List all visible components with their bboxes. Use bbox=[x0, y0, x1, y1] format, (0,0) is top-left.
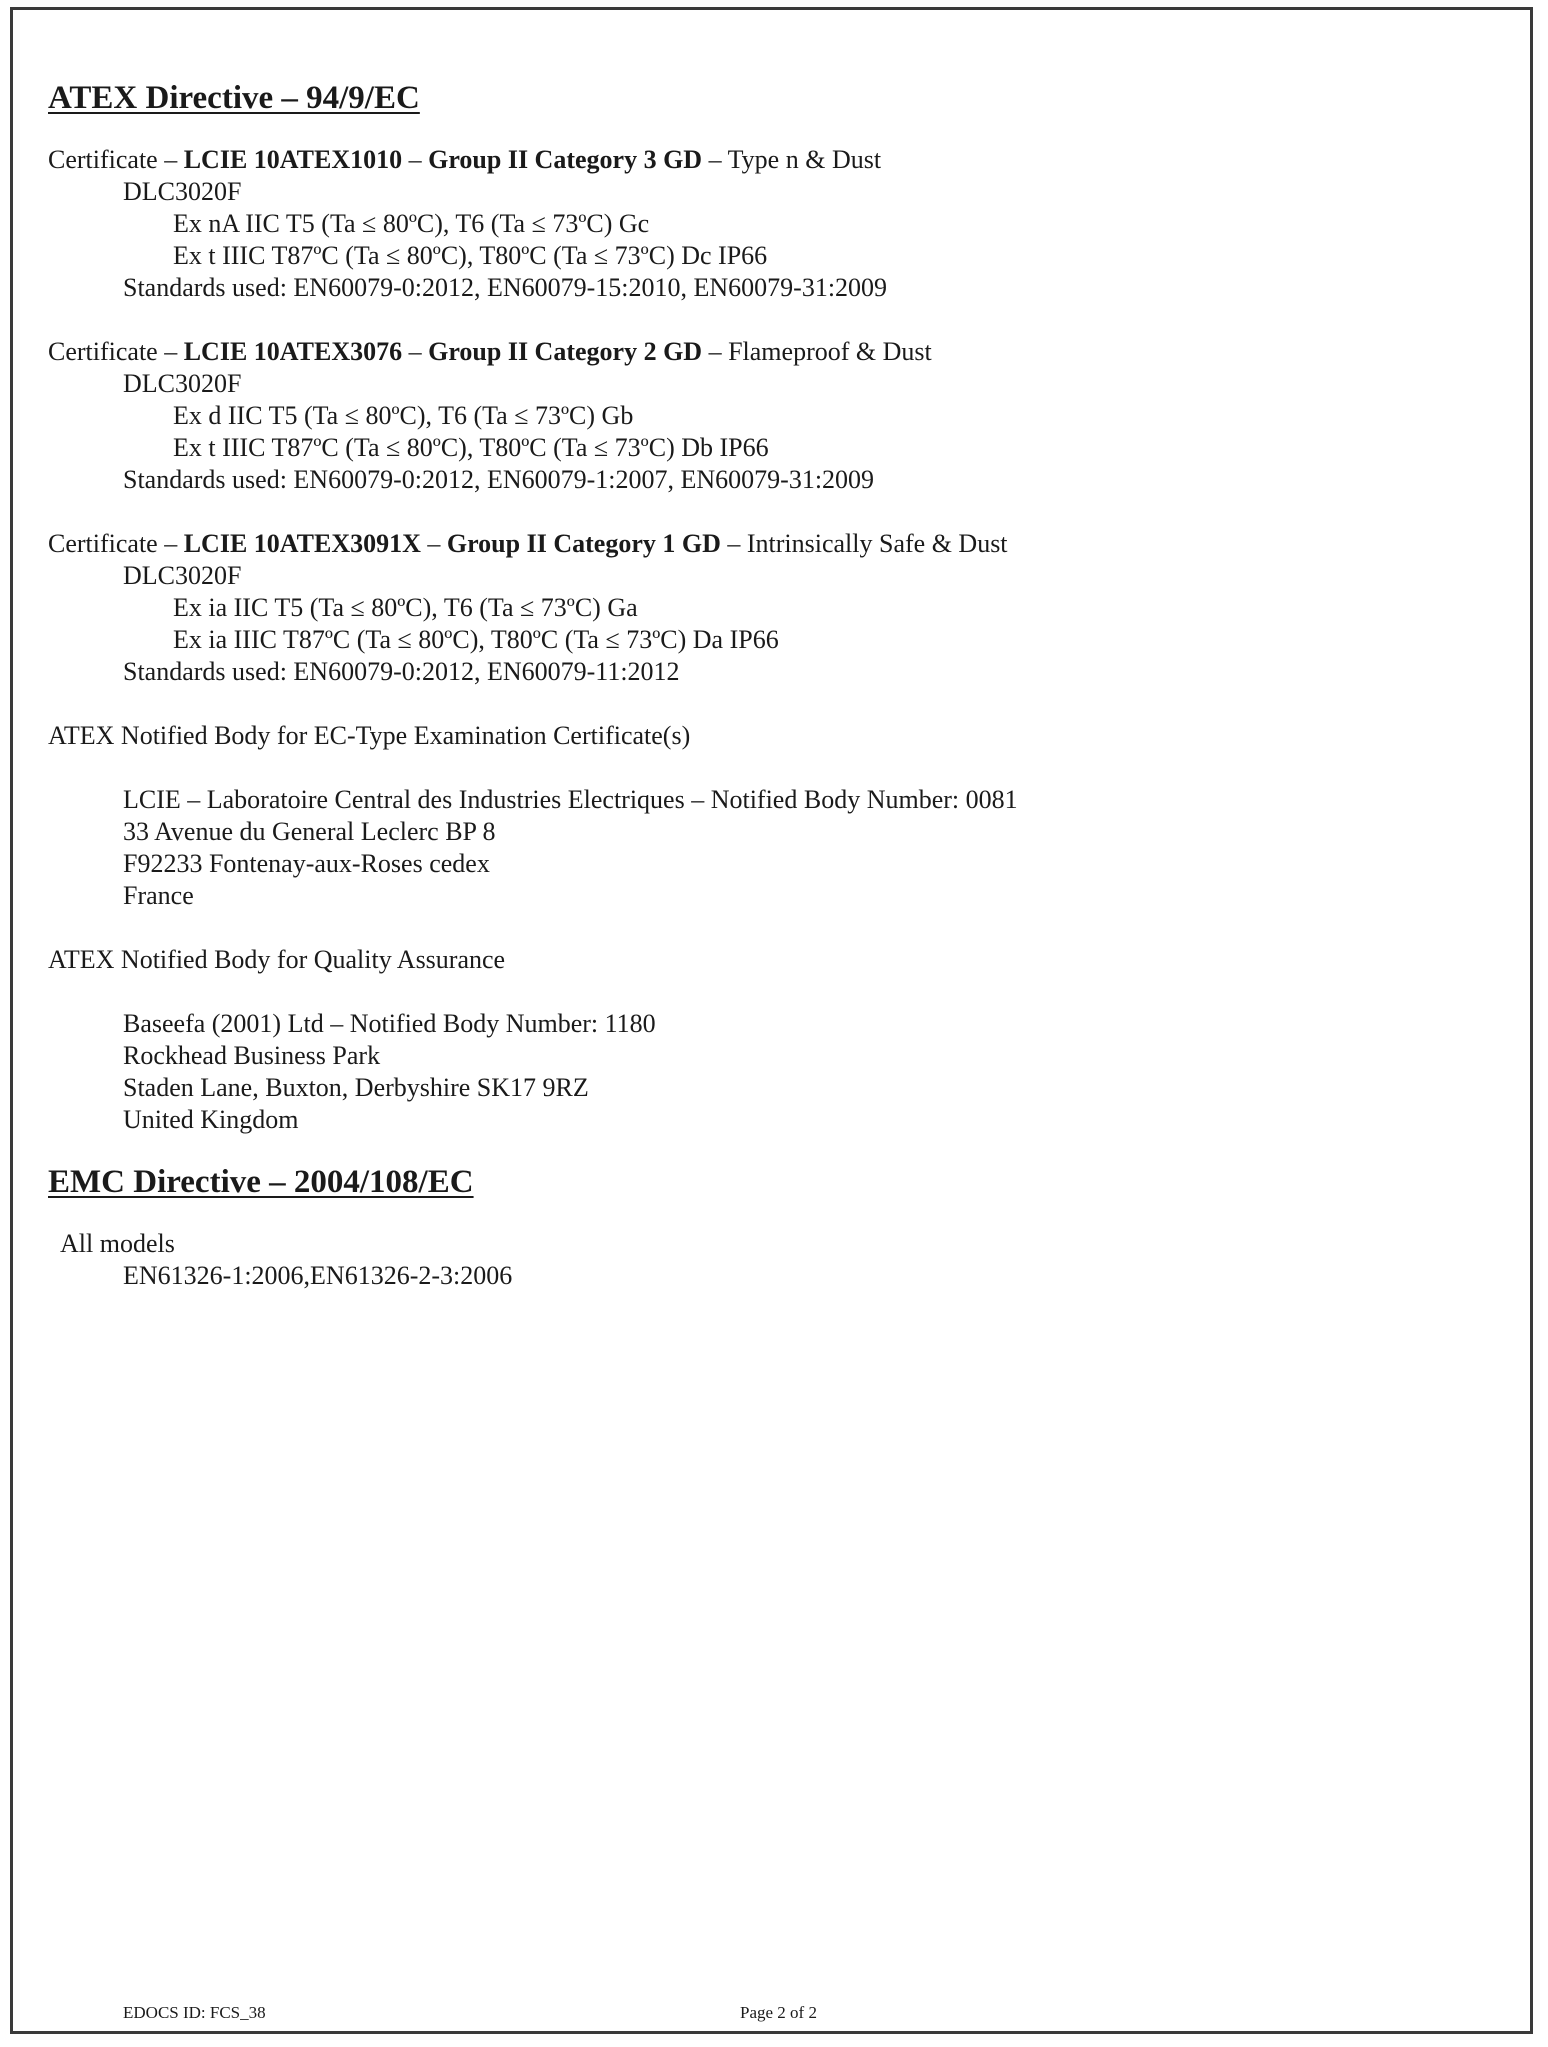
qa-notified-body bbox=[48, 944, 1488, 1136]
footer-doc-id: EDOCS ID: FCS_38 bbox=[123, 2003, 266, 2022]
certificate-model: DLC3020F bbox=[123, 177, 242, 206]
certificate-group: Group II Category 3 GD bbox=[428, 145, 703, 174]
certificate-model: DLC3020F bbox=[123, 561, 242, 590]
address-line: LCIE – Laboratoire Central des Industries Electriques – Notified Body Number: 0081 bbox=[123, 785, 1018, 814]
certificate-standards: Standards used: EN60079-0:2012, EN60079-11:2012 bbox=[123, 657, 680, 686]
certificate-prefix: Certificate – bbox=[48, 529, 184, 558]
document-page bbox=[48, 78, 1488, 1292]
certificate-prefix: Certificate – bbox=[48, 145, 184, 174]
certificate-separator: – bbox=[702, 145, 728, 174]
certificate-block bbox=[48, 528, 1488, 688]
certificate-group: Group II Category 1 GD bbox=[446, 529, 721, 558]
certificate-number: LCIE 10ATEX3091X bbox=[183, 529, 421, 558]
certificate-marking: Ex ia IIC T5 (Ta ≤ 80ºC), T6 (Ta ≤ 73ºC) Ga bbox=[173, 593, 638, 622]
address-line: Rockhead Business Park bbox=[123, 1041, 381, 1070]
certificate-separator: – bbox=[720, 529, 747, 558]
certificate-model: DLC3020F bbox=[123, 369, 242, 398]
certificate-separator: – bbox=[702, 337, 729, 366]
ec-type-body-title: ATEX Notified Body for EC-Type Examination Certificate(s) bbox=[48, 721, 691, 750]
emc-heading: EMC Directive – 2004/108/EC bbox=[48, 1164, 474, 1200]
certificate-marking: Ex t IIIC T87ºC (Ta ≤ 80ºC), T80ºC (Ta ≤ 73ºC) Db IP66 bbox=[173, 433, 769, 462]
address-line: F92233 Fontenay-aux-Roses cedex bbox=[123, 849, 490, 878]
footer-page-number: Page 2 of 2 bbox=[740, 2003, 817, 2022]
address-line: United Kingdom bbox=[123, 1105, 299, 1134]
address-line: Baseefa (2001) Ltd – Notified Body Number: 1180 bbox=[123, 1009, 656, 1038]
certificate-block bbox=[48, 336, 1488, 496]
certificate-standards: Standards used: EN60079-0:2012, EN60079-15:2010, EN60079-31:2009 bbox=[123, 273, 888, 302]
qa-body-title: ATEX Notified Body for Quality Assurance bbox=[48, 945, 506, 974]
certificate-marking: Ex d IIC T5 (Ta ≤ 80ºC), T6 (Ta ≤ 73ºC) Gb bbox=[173, 401, 634, 430]
certificate-number: LCIE 10ATEX1010 bbox=[183, 145, 403, 174]
certificate-title bbox=[48, 528, 1488, 560]
certificate-title bbox=[48, 144, 1488, 176]
certificate-separator: – bbox=[402, 337, 429, 366]
certificate-number: LCIE 10ATEX3076 bbox=[183, 337, 403, 366]
certificate-marking: Ex t IIIC T87ºC (Ta ≤ 80ºC), T80ºC (Ta ≤ 73ºC) Dc IP66 bbox=[173, 241, 768, 270]
certificate-prefix: Certificate – bbox=[48, 337, 184, 366]
emc-models-label: All models bbox=[60, 1229, 175, 1258]
ec-type-notified-body bbox=[48, 720, 1488, 912]
certificate-group: Group II Category 2 GD bbox=[428, 337, 703, 366]
address-line: France bbox=[123, 881, 194, 910]
atex-heading: ATEX Directive – 94/9/EC bbox=[48, 80, 420, 116]
certificate-protection: Flameproof & Dust bbox=[728, 337, 932, 366]
certificate-standards: Standards used: EN60079-0:2012, EN60079-1:2007, EN60079-31:2009 bbox=[123, 465, 875, 494]
emc-standards: EN61326-1:2006,EN61326-2-3:2006 bbox=[123, 1261, 513, 1290]
certificate-protection: Intrinsically Safe & Dust bbox=[746, 529, 1008, 558]
certificate-separator: – bbox=[402, 145, 429, 174]
certificate-title bbox=[48, 336, 1488, 368]
certificate-protection: Type n & Dust bbox=[727, 145, 882, 174]
address-line: 33 Avenue du General Leclerc BP 8 bbox=[123, 817, 496, 846]
certificate-block bbox=[48, 144, 1488, 304]
certificate-marking: Ex nA IIC T5 (Ta ≤ 80ºC), T6 (Ta ≤ 73ºC) Gc bbox=[173, 209, 650, 238]
certificate-separator: – bbox=[420, 529, 447, 558]
address-line: Staden Lane, Buxton, Derbyshire SK17 9RZ bbox=[123, 1073, 589, 1102]
certificate-marking: Ex ia IIIC T87ºC (Ta ≤ 80ºC), T80ºC (Ta ≤ 73ºC) Da IP66 bbox=[173, 625, 779, 654]
